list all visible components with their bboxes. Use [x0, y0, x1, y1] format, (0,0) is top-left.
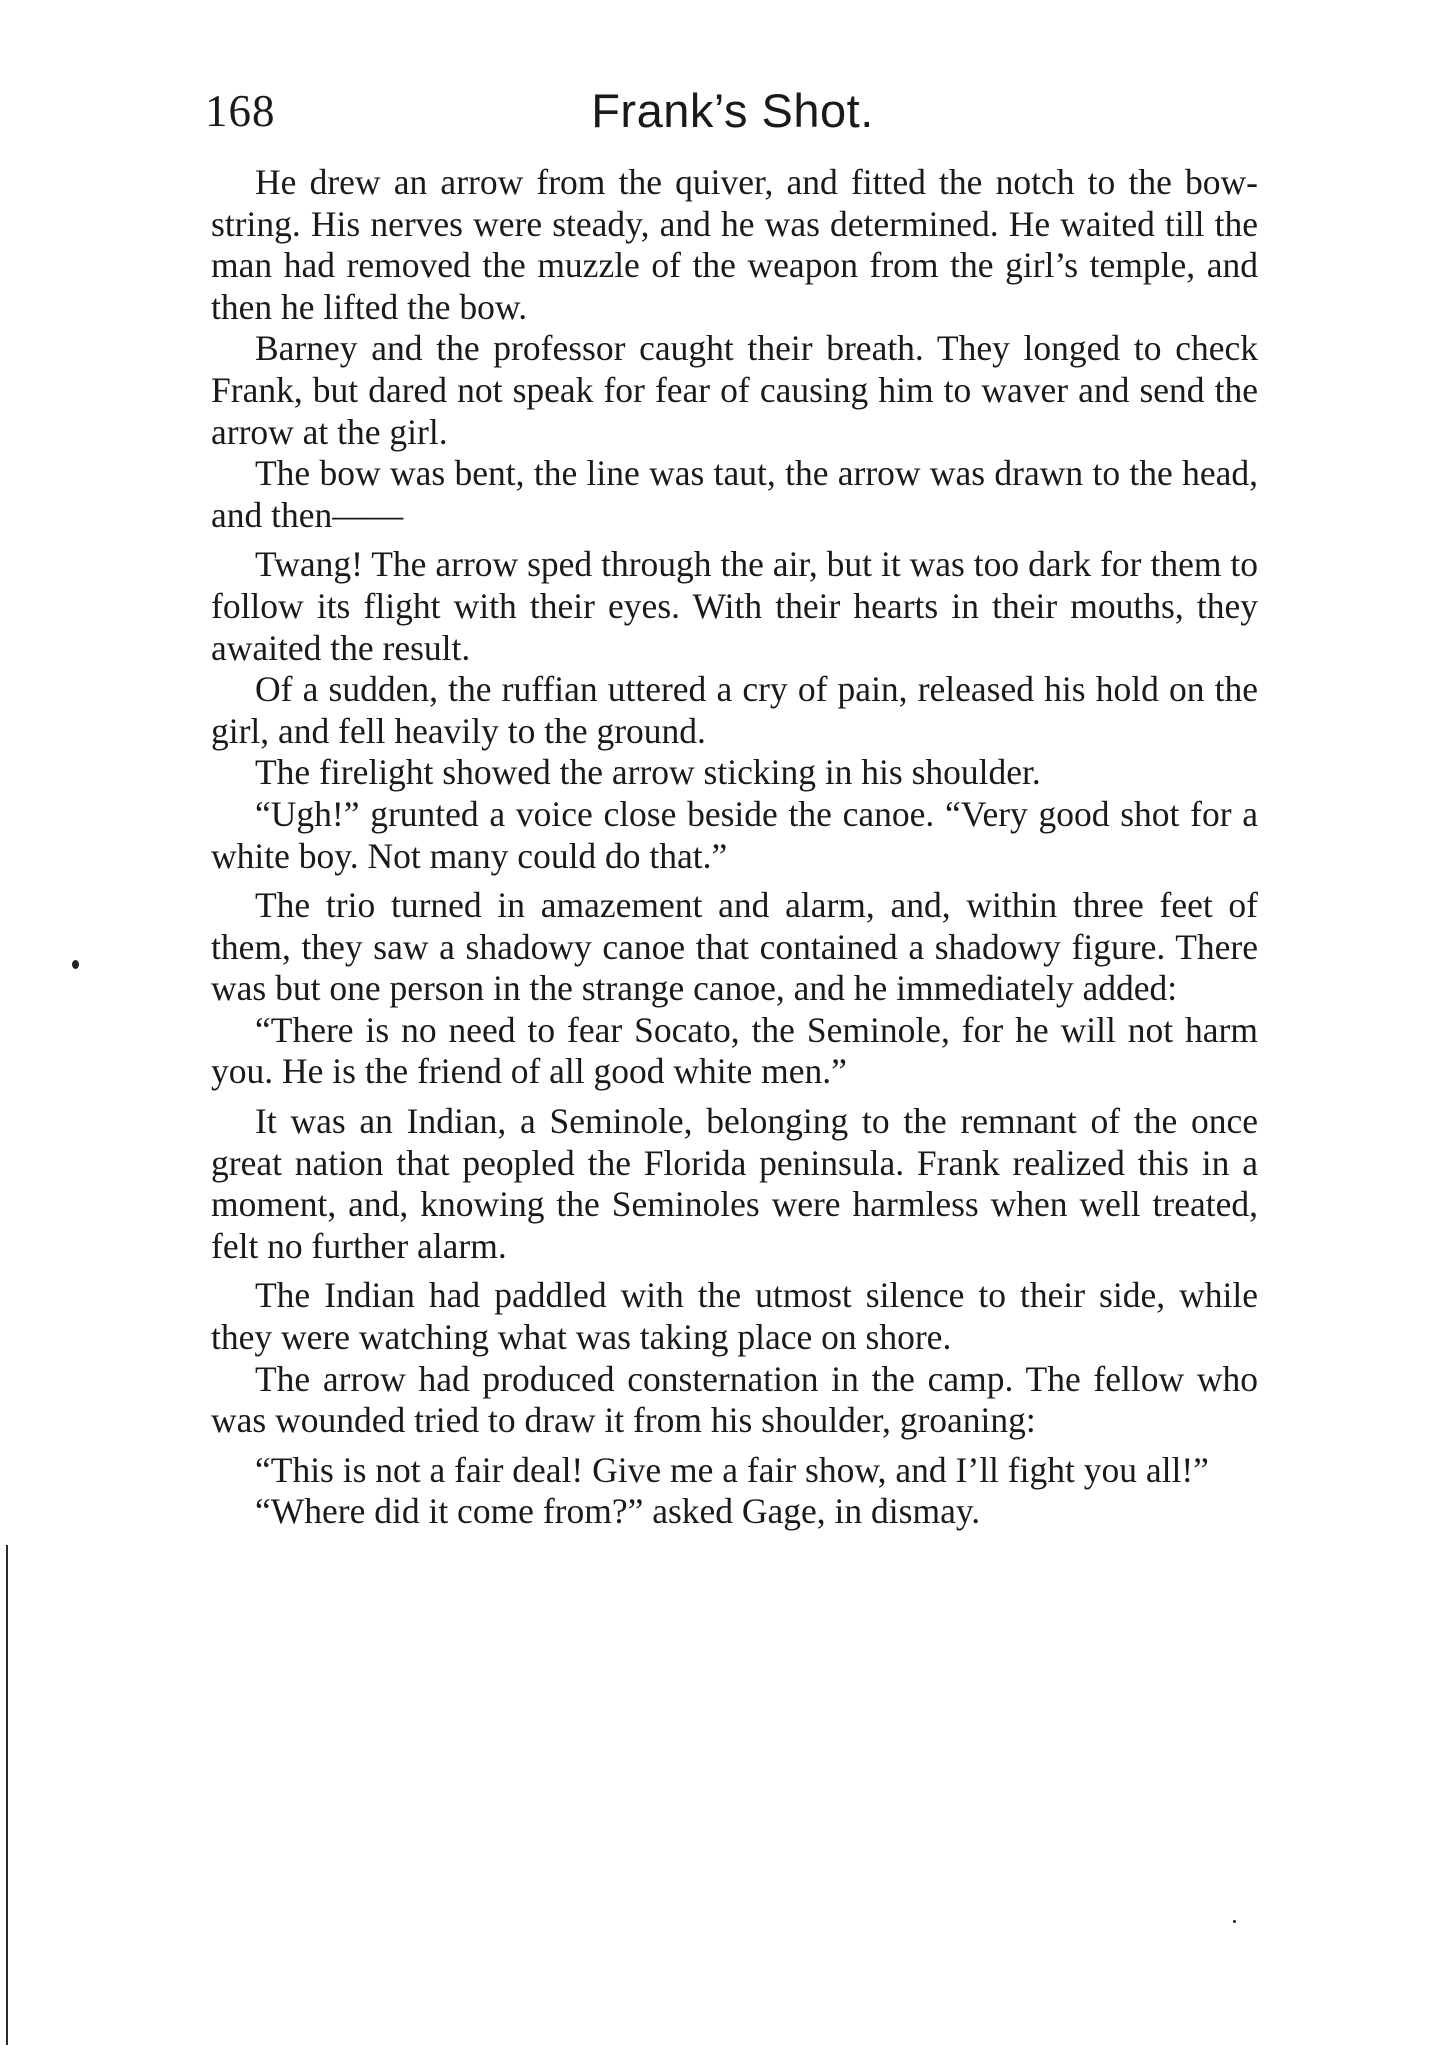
scan-speck — [1233, 1920, 1236, 1923]
paragraph: “Where did it come from?” asked Gage, in dismay. — [255, 1491, 981, 1532]
body-text — [211, 162, 1258, 1533]
paragraph: The firelight showed the arrow sticking in his shoulder. — [255, 752, 1041, 793]
page-number: 168 — [205, 86, 276, 136]
paragraph: Of a sudden, the ruffian uttered a cry of pain, released his hold on the girl, and fell heavily to the ground. — [211, 669, 1258, 751]
paragraph: He drew an arrow from the quiver, and fitted the notch to the bow-string. His nerves were steady, and he was determined. He waited till the man had removed the muzzle of the weapon from the girl’s temple, and then he lifted the bow. — [211, 162, 1258, 327]
scan-speck — [72, 960, 79, 969]
paragraph: “This is not a fair deal! Give me a fair show, and I’ll fight you all!” — [255, 1449, 1209, 1490]
running-head — [205, 76, 1260, 146]
paragraph: Twang! The arrow sped through the air, but it was too dark for them to follow its flight with their eyes. With their hearts in their mouths, they awaited the result. — [211, 544, 1258, 668]
paragraph: Barney and the professor caught their breath. They longed to check Frank, but dared not speak for fear of causing him to waver and send the arrow at the girl. — [211, 328, 1258, 452]
paragraph: It was an Indian, a Seminole, belonging to the remnant of the once great nation that peopled the Florida peninsula. Frank realized this in a moment, and, knowing the Seminoles were harmless when well treated, felt no further alarm. — [211, 1101, 1258, 1266]
paragraph: The trio turned in amazement and alarm, and, within three feet of them, they saw a shadowy canoe that contained a shadowy figure. There was but one person in the strange canoe, and he immediately added: — [211, 885, 1258, 1009]
paragraph: The Indian had paddled with the utmost silence to their side, while they were watching what was taking place on shore. — [211, 1275, 1258, 1358]
paragraph: The bow was bent, the line was taut, the arrow was drawn to the head, and then—— — [211, 453, 1258, 535]
paragraph: “Ugh!” grunted a voice close beside the canoe. “Very good shot for a white boy. Not many could do that.” — [211, 793, 1258, 876]
paragraph: The arrow had produced consternation in the camp. The fellow who was wounded tried to draw it from his shoulder, groaning: — [211, 1358, 1258, 1441]
paragraph: “There is no need to fear Socato, the Seminole, for he will not harm you. He is the friend of all good white men.” — [211, 1009, 1258, 1092]
running-title: Frank’s Shot. — [591, 84, 874, 137]
page-edge-line — [6, 1545, 8, 2045]
